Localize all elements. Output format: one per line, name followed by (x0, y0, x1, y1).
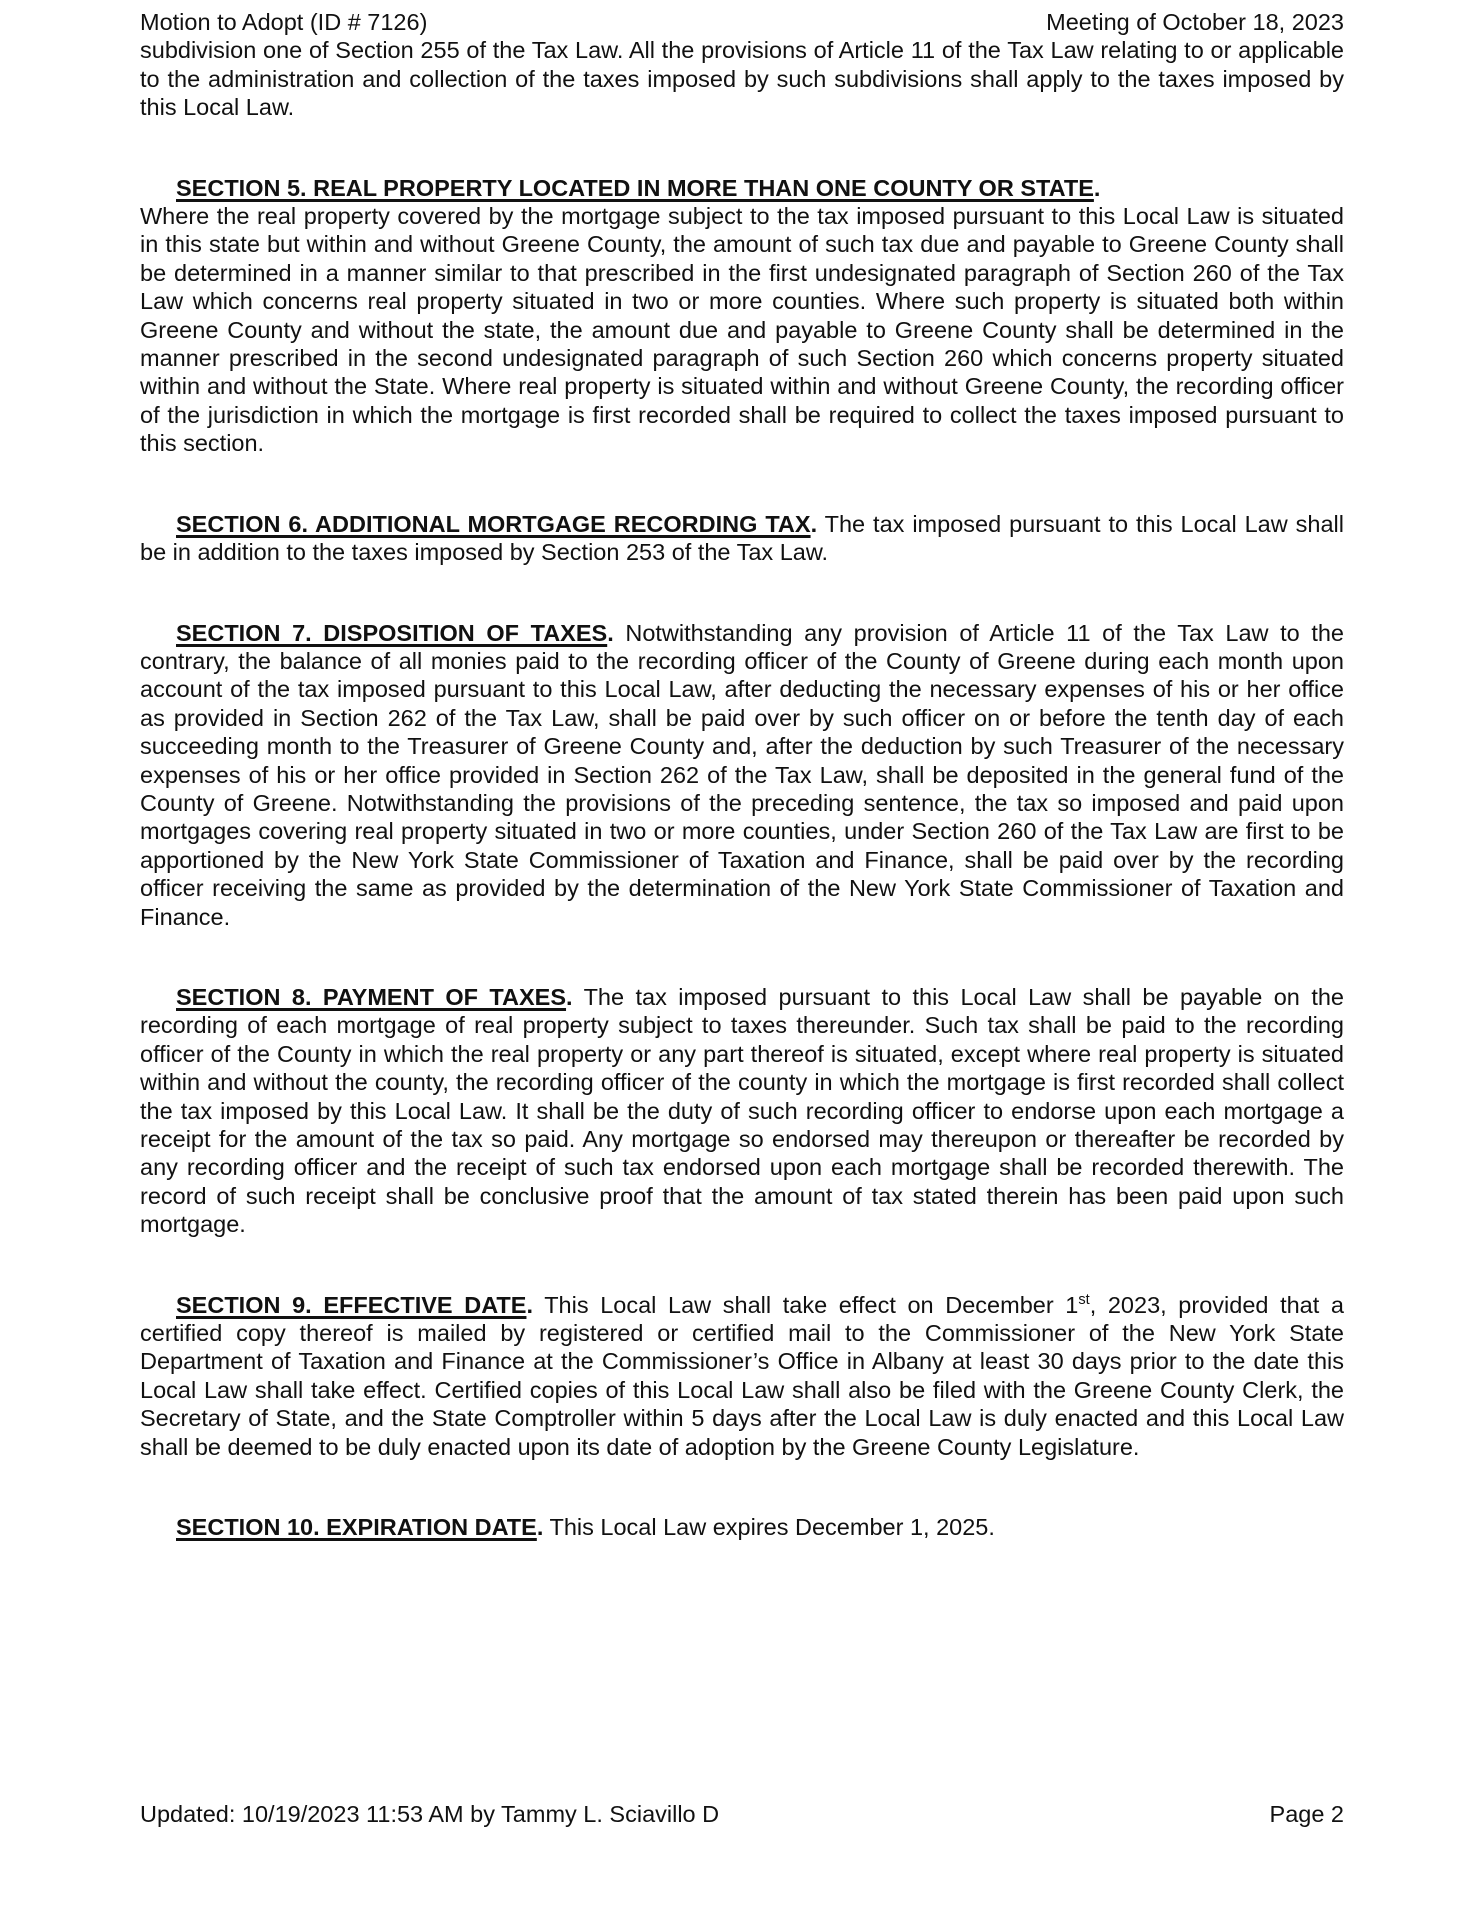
page-footer (140, 1800, 1344, 1828)
section-6-paragraph (140, 510, 1344, 567)
section-9-heading-period: . (526, 1291, 533, 1318)
section-5-heading-text: SECTION 5. REAL PROPERTY LOCATED IN MORE THAN ONE COUNTY OR STATE (176, 174, 1094, 201)
section-6-heading-period: . (810, 510, 818, 537)
section-8 (140, 983, 1344, 1239)
section-10-heading-period: . (536, 1514, 544, 1541)
section-7-paragraph (140, 619, 1344, 931)
section-8-heading-period: . (566, 983, 573, 1010)
section-10-body: This Local Law expires December 1, 2025. (543, 1514, 995, 1541)
footer-page-number: Page 2 (1269, 1801, 1344, 1827)
section-6 (140, 510, 1344, 567)
section-7-heading-period: . (607, 619, 614, 646)
section-9-heading-text: SECTION 9. EFFECTIVE DATE (176, 1291, 527, 1318)
header-motion-id: Motion to Adopt (ID # 7126) (140, 9, 428, 35)
section-8-heading-text: SECTION 8. PAYMENT OF TAXES (176, 983, 567, 1010)
section-9-body-post: , 2023, provided that a certified copy thereof is mailed by registered or certified mail to the Commissioner of the New York State Department of Taxation and Finance at the Commissioner’s Office in Albany at least 30 days prior to the date this Local Law shall take effect. Certified copies of this Local Law shall also be filed with the Greene County Clerk, the Secretary of State, and the State Comptroller within 5 days after the Local Law is duly enacted and this Local Law shall be deemed to be duly enacted upon its date of adoption by the Greene County Legislature. (140, 1291, 1344, 1460)
section-9-body-pre: This Local Law shall take effect on December 1 (532, 1291, 1079, 1318)
section-5-heading-period: . (1093, 174, 1101, 201)
ordinal-superscript: st (1078, 1291, 1090, 1308)
section-6-body: The tax imposed pursuant to this Local Law shall be in addition to the taxes imposed by Section 253 of the Tax Law. (140, 510, 1344, 566)
section-7-body: Notwithstanding any provision of Article 11 of the Tax Law to the contrary, the balance of all monies paid to the recording officer of the County of Greene during each month upon account of the tax imposed pursuant to this Local Law, after deducting the necessary expenses of his or her office as provided in Section 262 of the Tax Law, shall be paid over by such officer on or before the tenth day of each succeeding month to the Treasurer of Greene County and, after the deduction by such Treasurer of the necessary expenses of his or her office provided in Section 262 of the Tax Law, shall be deposited in the general fund of the County of Greene. Notwithstanding the provisions of the preceding sentence, the tax so imposed and paid upon mortgages covering real property situated in two or more counties, under Section 260 of the Tax Law are first to be apportioned by the New York State Commissioner of Taxation and Finance, shall be paid over by the recording officer receiving the same as provided by the determination of the New York State Commissioner of Taxation and Finance. (140, 619, 1344, 930)
section-10 (140, 1513, 1344, 1541)
section-5-heading (140, 174, 1344, 202)
section-6-heading-text: SECTION 6. ADDITIONAL MORTGAGE RECORDING TAX (176, 510, 811, 537)
section-9 (140, 1291, 1344, 1461)
section-10-paragraph (140, 1513, 1344, 1541)
header-meeting-date: Meeting of October 18, 2023 (1046, 9, 1344, 35)
section-8-body: The tax imposed pursuant to this Local Law shall be payable on the recording of each mortgage of real property subject to taxes thereunder. Such tax shall be paid to the recording officer of the County in which the real property or any part thereof is situated, except where real property is situated within and without the county, the recording officer of the county in which the mortgage is first recorded shall collect the tax imposed by this Local Law. It shall be the duty of such recording officer to endorse upon each mortgage a receipt for the amount of the tax so paid. Any mortgage so endorsed may thereupon or thereafter be recorded by any recording officer and the receipt of such tax endorsed upon each mortgage shall be recorded therewith. The record of such receipt shall be conclusive proof that the amount of tax stated therein has been paid upon such mortgage. (140, 983, 1344, 1238)
section-5-body: Where the real property covered by the mortgage subject to the tax imposed pursuant to this Local Law is situated in this state but within and without Greene County, the amount of such tax due and payable to Greene County shall be determined in a manner similar to that prescribed in the first undesignated paragraph of Section 260 of the Tax Law which concerns real property situated in two or more counties. Where such property is situated both within Greene County and without the state, the amount due and payable to Greene County shall be determined in the manner prescribed in the second undesignated paragraph of such Section 260 which concerns property situated within and without the State. Where real property is situated within and without Greene County, the recording officer of the jurisdiction in which the mortgage is first recorded shall be required to collect the taxes imposed pursuant to this section. (140, 203, 1344, 457)
running-header (140, 8, 1344, 36)
section-7 (140, 619, 1344, 931)
section-10-heading-text: SECTION 10. EXPIRATION DATE (176, 1514, 537, 1541)
section-8-paragraph (140, 983, 1344, 1239)
section-9-paragraph (140, 1291, 1344, 1461)
section-5 (140, 174, 1344, 458)
footer-updated-stamp: Updated: 10/19/2023 11:53 AM by Tammy L. Sciavillo D (140, 1801, 720, 1827)
section-7-heading-text: SECTION 7. DISPOSITION OF TAXES (176, 619, 608, 646)
intro-paragraph: subdivision one of Section 255 of the Tax Law. All the provisions of Article 11 of the Tax Law relating to or applicable to the administration and collection of the taxes imposed by such subdivisions shall apply to the taxes imposed by this Local Law. (140, 37, 1344, 121)
